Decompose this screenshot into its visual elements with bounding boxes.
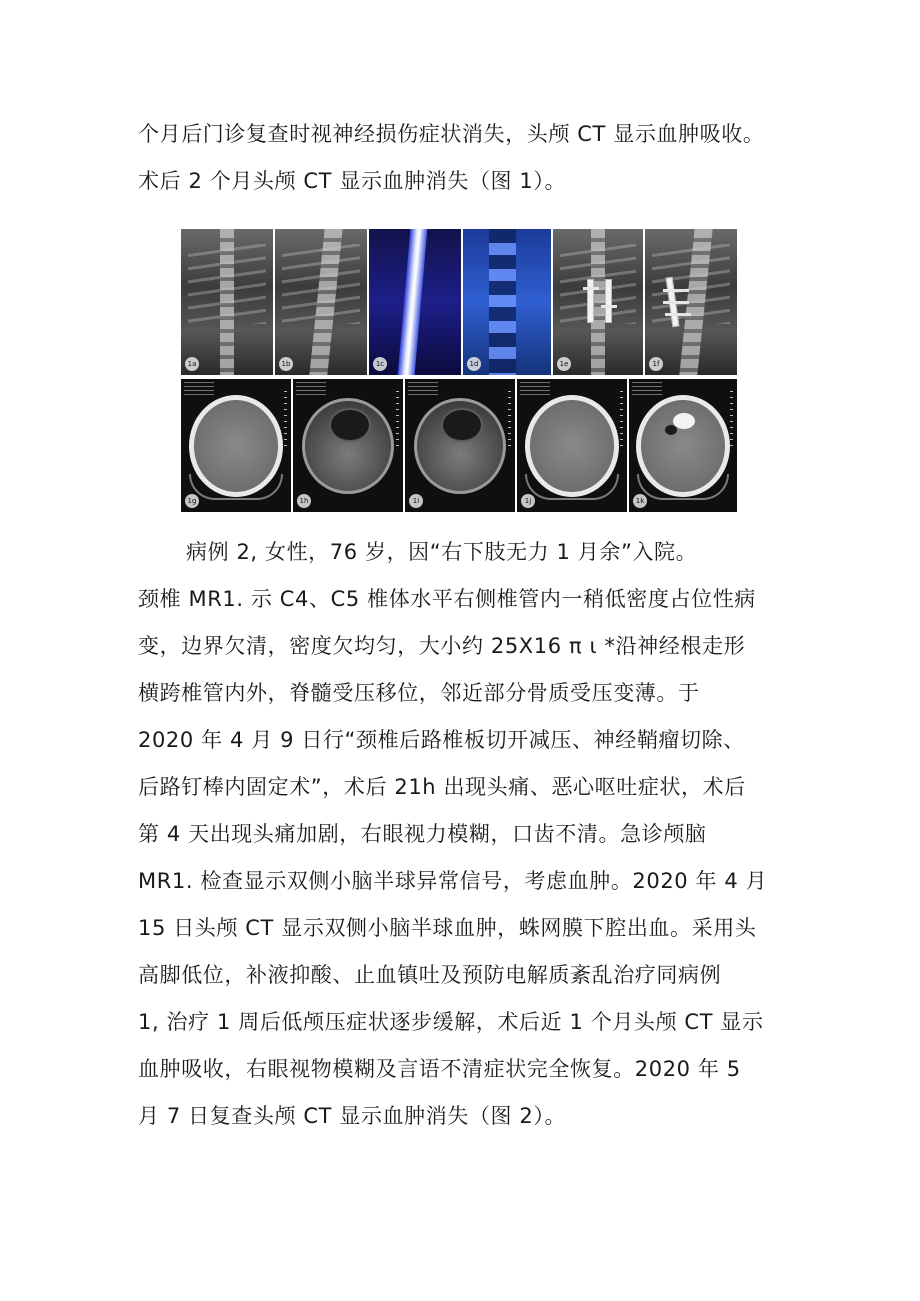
text-line: 1, 治疗 1 周后低颅压症状逐步缓解，术后近 1 个月头颅 CT 显示: [138, 1010, 764, 1034]
figure-1-medical-images: [181, 229, 737, 512]
panel-label: 1j: [521, 494, 535, 508]
text-line: 术后 2 个月头颅 CT 显示血肿消失（图 1）。: [138, 169, 567, 193]
xray-postop-ap: [553, 229, 643, 375]
panel-label: 1h: [297, 494, 311, 508]
text-line: 月 7 日复查头颅 CT 显示血肿消失（图 2）。: [138, 1104, 567, 1128]
panel-label: 1k: [633, 494, 647, 508]
text-line: MR1. 检查显示双侧小脑半球异常信号，考虑血肿。2020 年 4 月: [138, 869, 768, 893]
xray-spine-ap: [181, 229, 273, 375]
panel-label: 1e: [557, 357, 571, 371]
text-line: 横跨椎管内外，脊髓受压移位，邻近部分骨质受压变薄。于: [138, 681, 700, 705]
panel-label: 1a: [185, 357, 199, 371]
text-line: 个月后门诊复查时视神经损伤症状消失，头颅 CT 显示血肿吸收。: [138, 122, 765, 146]
mri-spine-sagittal: [369, 229, 461, 375]
text-line: 颈椎 MR1. 示 C4、C5 椎体水平右侧椎管内一稍低密度占位性病: [138, 587, 756, 611]
text-line: 血肿吸收，右眼视物模糊及言语不清症状完全恢复。2020 年 5: [138, 1057, 741, 1081]
panel-label: 1b: [279, 357, 293, 371]
xray-postop-lateral: [645, 229, 737, 375]
text-line: 2020 年 4 月 9 日行“颈椎后路椎板切开减压、神经鞘瘤切除、: [138, 728, 745, 752]
text-line: 15 日头颅 CT 显示双侧小脑半球血肿，蛛网膜下腔出血。采用头: [138, 916, 757, 940]
text-line: 第 4 天出现头痛加剧，右眼视力模糊，口齿不清。急诊颅脑: [138, 822, 707, 846]
mri-head-axial-posterior-fossa: [405, 379, 515, 512]
panel-label: 1d: [467, 357, 481, 371]
text-line: 后路钉棒内固定术”，术后 21h 出现头痛、恶心呕吐症状，术后: [138, 775, 746, 799]
xray-spine-lateral: [275, 229, 367, 375]
panel-label: 1c: [373, 357, 387, 371]
text-line: 变，边界欠清，密度欠均匀，大小约 25X16 π ι *沿神经根走形: [138, 634, 746, 658]
panel-label: 1i: [409, 494, 423, 508]
mri-head-axial: [293, 379, 403, 512]
mri-spine-detail: [463, 229, 551, 375]
ct-head-hematoma: [629, 379, 737, 512]
ct-head-axial-followup: [517, 379, 627, 512]
panel-label: 1f: [649, 357, 663, 371]
ct-head-axial: [181, 379, 291, 512]
panel-label: 1g: [185, 494, 199, 508]
text-line: 病例 2, 女性，76 岁，因“右下肢无力 1 月余”入院。: [186, 540, 698, 564]
text-line: 高脚低位，补液抑酸、止血镇吐及预防电解质紊乱治疗同病例: [138, 963, 722, 987]
